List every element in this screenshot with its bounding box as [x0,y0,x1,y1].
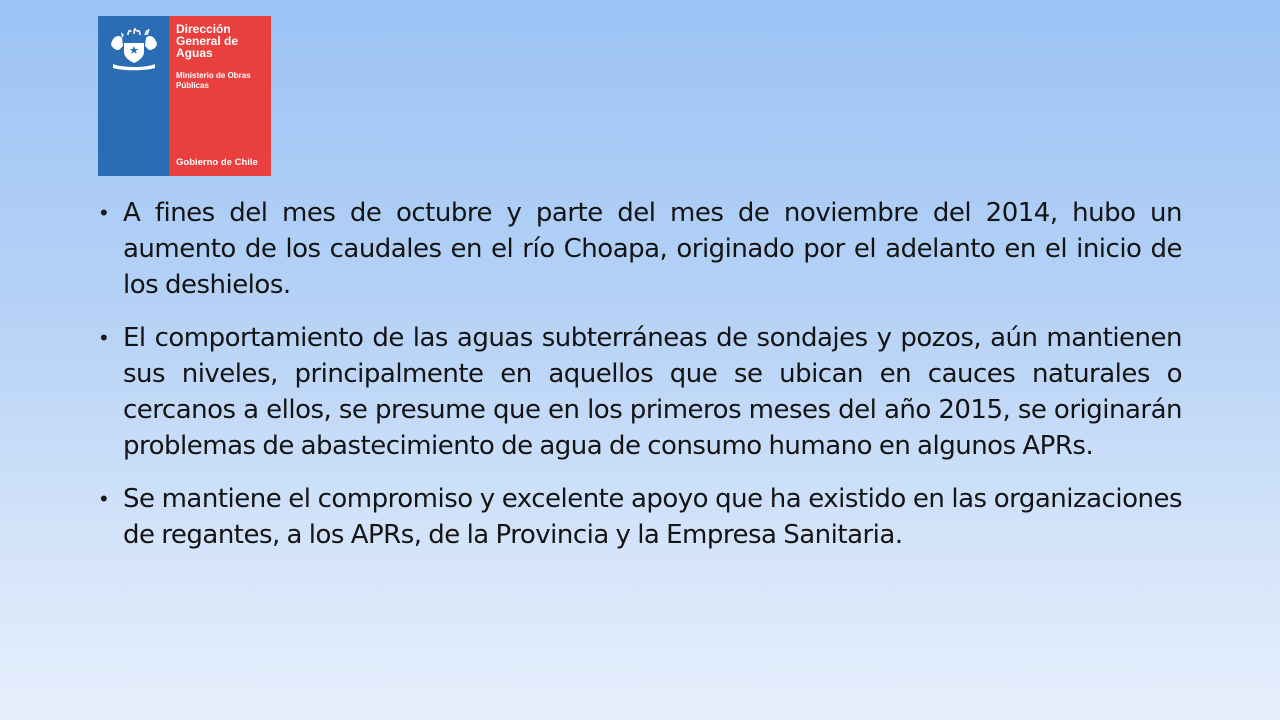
list-item [100,195,1182,303]
list-item [100,320,1182,464]
dga-logo [98,16,271,176]
bullet-icon: • [100,325,108,350]
list-item [100,481,1182,553]
bullet-list [100,195,1182,570]
bullet-icon: • [100,486,108,511]
logo-ministry: Ministerio de Obras Públicas [176,71,251,90]
logo-blue-panel [98,16,169,176]
logo-red-panel [169,16,271,176]
logo-title: Dirección General de Aguas [176,22,239,60]
chile-coat-of-arms-icon [107,24,161,72]
logo-government: Gobierno de Chile [176,157,258,168]
bullet-text: A fines del mes de octubre y parte del mes de noviembre del 2014, hubo un aumento de los caudales en el río Choapa, originado por el adelanto en el inicio de los deshielos. [123,198,1182,300]
bullet-icon: • [100,200,108,225]
bullet-text: Se mantiene el compromiso y excelente apoyo que ha existido en las organizaciones de regantes, a los APRs, de la Provincia y la Empresa Sanitaria. [123,484,1182,550]
bullet-text: El comportamiento de las aguas subterráneas de sondajes y pozos, aún mantienen sus niveles, principalmente en aquellos que se ubican en cauces naturales o cercanos a ellos, se presume que en los primeros meses del año 2015, se originarán problemas de abastecimiento de agua de consumo humano en algunos APRs. [123,323,1182,461]
